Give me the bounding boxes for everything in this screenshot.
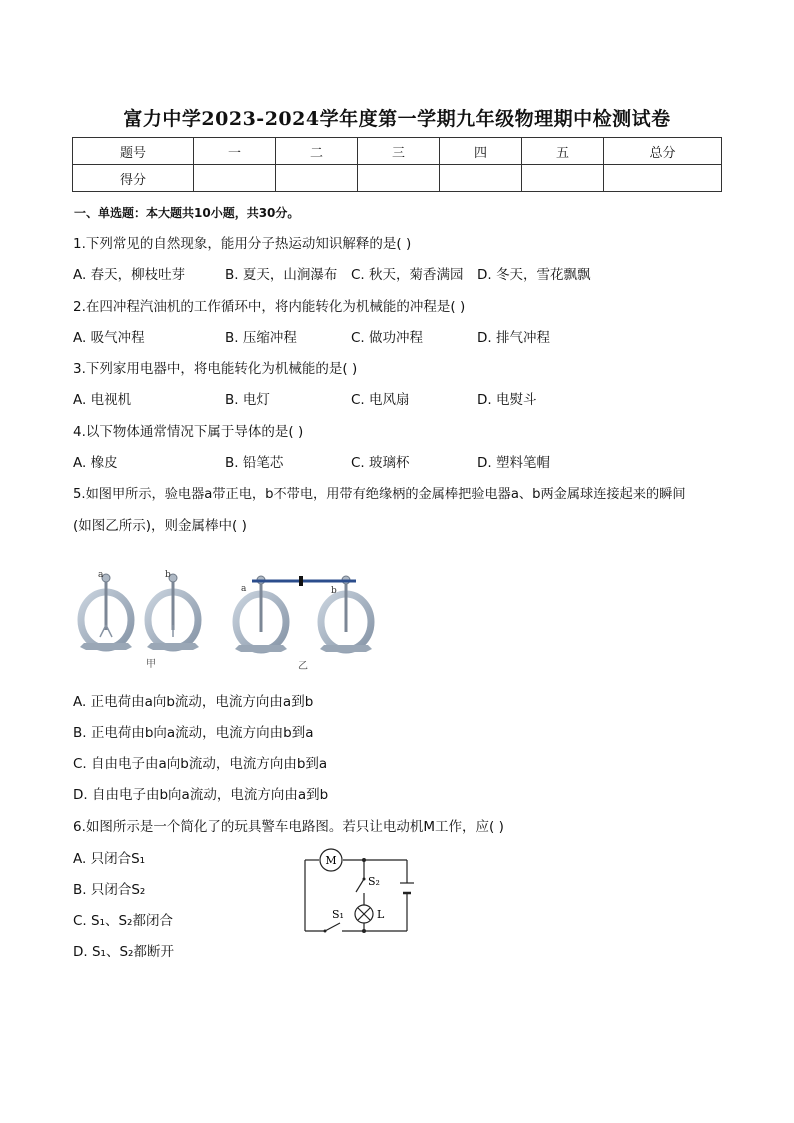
question-5-option-c: C. 自由电子由a向b流动，电流方向由b到a (73, 756, 328, 772)
option-a: A. 电视机 (73, 392, 132, 408)
score-header-cell: 四 (440, 138, 522, 165)
electroscope-figure (76, 565, 386, 675)
question-2-stem: 2.在四冲程汽油机的工作循环中，将内能转化为机械能的冲程是( ) (73, 299, 466, 315)
section-heading: 一、单选题：本大题共10小题，共30分。 (74, 206, 300, 220)
option-b: B. 铅笔芯 (225, 455, 284, 471)
score-table (72, 137, 722, 192)
question-6-option-d: D. S₁、S₂都断开 (73, 944, 174, 960)
score-cell[interactable] (522, 165, 604, 192)
option-a: A. 吸气冲程 (73, 330, 145, 346)
option-d: D. 排气冲程 (477, 330, 550, 346)
score-header-cell: 题号 (73, 138, 194, 165)
score-cell[interactable] (194, 165, 276, 192)
lamp-label: L (377, 908, 385, 921)
figure-label-yi: 乙 (298, 661, 308, 672)
option-c: C. 电风扇 (351, 392, 410, 408)
question-3-stem: 3.下列家用电器中，将电能转化为机械能的是( ) (73, 361, 358, 377)
label-a: a (98, 570, 104, 580)
score-header-cell: 三 (358, 138, 440, 165)
score-cell[interactable] (604, 165, 722, 192)
question-5-option-d: D. 自由电子由b向a流动，电流方向由a到b (73, 787, 329, 803)
option-b: B. 夏天，山涧瀑布 (225, 267, 338, 283)
question-5-option-b: B. 正电荷由b向a流动，电流方向由b到a (73, 725, 314, 741)
circuit-diagram (300, 845, 415, 937)
electroscope-b (147, 574, 199, 650)
question-6-option-b: B. 只闭合S₂ (73, 882, 146, 898)
option-d: D. 电熨斗 (477, 392, 537, 408)
question-1-stem: 1.下列常见的自然现象，能用分子热运动知识解释的是( ) (73, 236, 412, 252)
figure-label-jia: 甲 (146, 659, 156, 670)
label-b: b (165, 570, 171, 580)
option-b: B. 电灯 (225, 392, 270, 408)
score-table-score-row (73, 165, 722, 192)
question-2-options (73, 326, 713, 346)
score-table-header-row (73, 138, 722, 165)
question-4-stem: 4.以下物体通常情况下属于导体的是( ) (73, 424, 304, 440)
option-b: B. 压缩冲程 (225, 330, 297, 346)
score-header-cell: 总分 (604, 138, 722, 165)
score-header-cell: 五 (522, 138, 604, 165)
score-row-label: 得分 (73, 165, 194, 192)
electroscope-pair-connected (235, 576, 372, 652)
score-header-cell: 一 (194, 138, 276, 165)
question-5-stem-line2: (如图乙所示)，则金属棒中( ) (73, 518, 247, 534)
question-5-stem-line1: 5.如图甲所示，验电器a带正电，b不带电，用带有绝缘柄的金属棒把验电器a、b两金属球连接起来的瞬间 (73, 487, 686, 502)
score-header-cell: 二 (276, 138, 358, 165)
label-b: b (331, 586, 337, 596)
question-6-option-a: A. 只闭合S₁ (73, 851, 146, 867)
question-6-option-c: C. S₁、S₂都闭合 (73, 913, 173, 929)
option-d: D. 冬天，雪花飘飘 (477, 267, 591, 283)
option-a: A. 橡皮 (73, 455, 118, 471)
electroscope-a (80, 574, 132, 650)
exam-title: 富力中学2023-2024学年度第一学期九年级物理期中检测试卷 (123, 108, 671, 130)
score-cell[interactable] (358, 165, 440, 192)
question-1-options (73, 263, 713, 283)
option-c: C. 做功冲程 (351, 330, 424, 346)
option-d: D. 塑料笔帽 (477, 455, 550, 471)
score-cell[interactable] (276, 165, 358, 192)
switch-s1-label: S₁ (332, 908, 344, 921)
motor-label: M (325, 854, 337, 867)
option-a: A. 春天，柳枝吐芽 (73, 267, 186, 283)
option-c: C. 玻璃杯 (351, 455, 410, 471)
question-3-options (73, 388, 713, 408)
switch-s2-label: S₂ (368, 875, 380, 888)
question-5-option-a: A. 正电荷由a向b流动，电流方向由a到b (73, 694, 314, 710)
label-a: a (241, 584, 247, 594)
question-4-options (73, 451, 713, 471)
battery-symbol (400, 883, 414, 893)
question-6-stem: 6.如图所示是一个简化了的玩具警车电路图。若只让电动机M工作，应( ) (73, 819, 504, 835)
score-cell[interactable] (440, 165, 522, 192)
option-c: C. 秋天，菊香满园 (351, 267, 464, 283)
